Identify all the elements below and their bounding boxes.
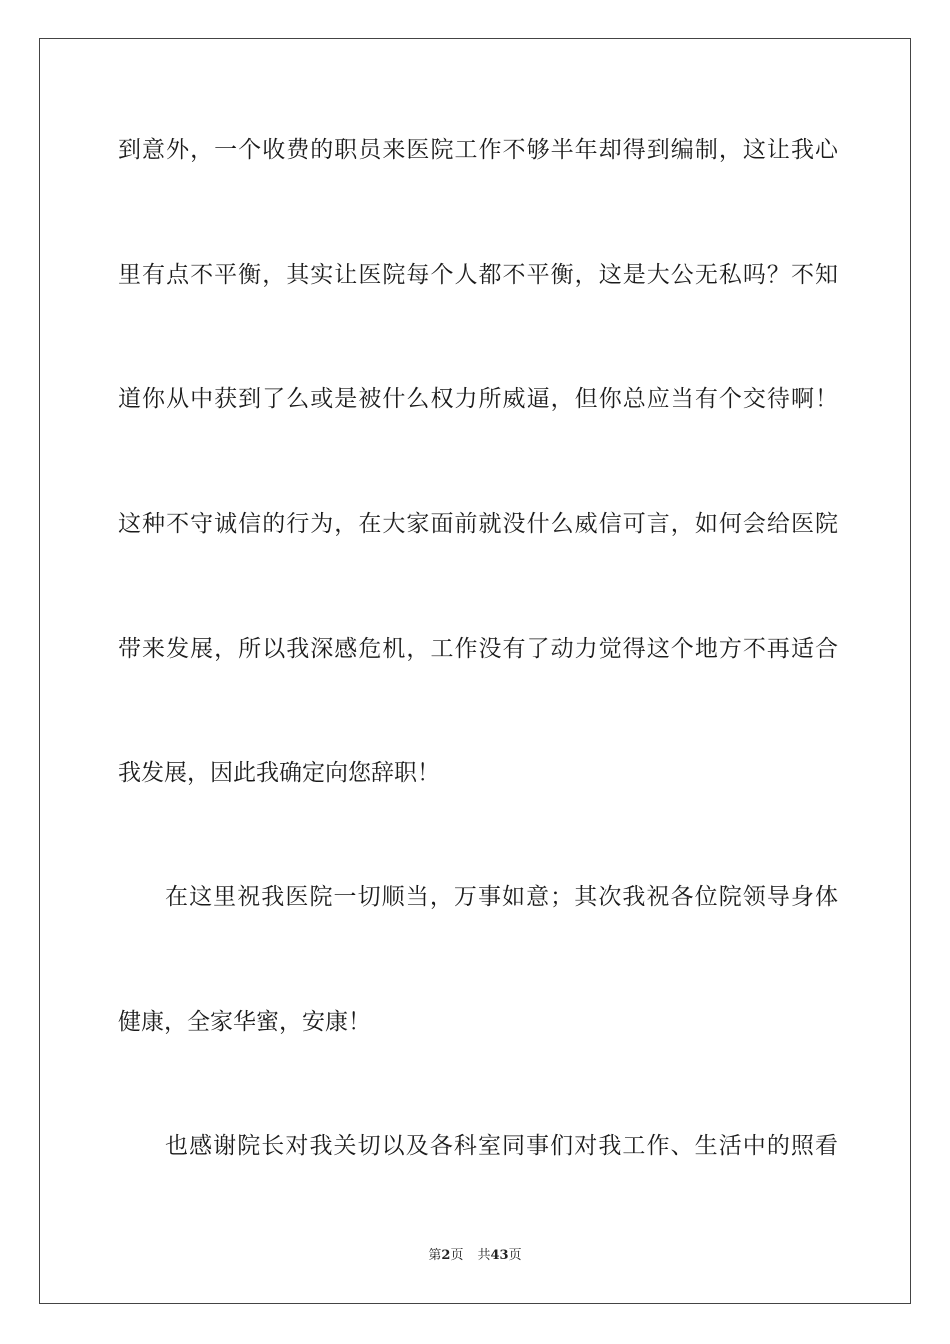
- body-line-5: 带来发展，所以我深感危机，工作没有了动力觉得这个地方不再适合: [118, 636, 838, 662]
- body-line-8: 健康，全家华蜜，安康！: [118, 1009, 371, 1035]
- footer-page-prefix: 第: [428, 1248, 442, 1263]
- page-footer: [0, 1246, 950, 1266]
- body-line-2: 里有点不平衡，其实让医院每个人都不平衡，这是大公无私吗？不知: [118, 262, 838, 288]
- footer-page-suffix: 页: [450, 1248, 464, 1263]
- body-line-3: 道你从中获到了么或是被什么权力所威逼，但你总应当有个交待啊！: [118, 386, 838, 412]
- body-line-9: 也感谢院长对我关切以及各科室同事们对我工作、生活中的照看: [165, 1133, 838, 1159]
- body-line-1: 到意外，一个收费的职员来医院工作不够半年却得到编制，这让我心: [118, 137, 838, 163]
- footer-total-pages: 43: [490, 1248, 509, 1263]
- page-border: [39, 38, 911, 1304]
- body-line-6: 我发展，因此我确定向您辞职！: [118, 760, 440, 786]
- footer-total-suffix: 页: [508, 1248, 522, 1263]
- body-line-7: 在这里祝我医院一切顺当，万事如意；其次我祝各位院领导身体: [165, 884, 838, 910]
- body-line-4: 这种不守诚信的行为，在大家面前就没什么威信可言，如何会给医院: [118, 511, 838, 537]
- footer-page-number: 2: [441, 1248, 451, 1263]
- footer-total-prefix: 共: [477, 1248, 491, 1263]
